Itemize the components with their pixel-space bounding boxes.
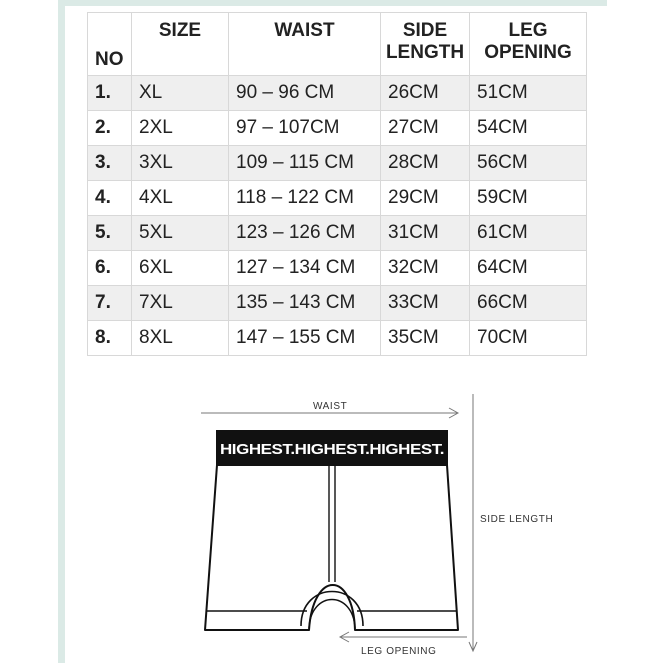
row-side-length: 28CM: [381, 146, 470, 181]
row-side-length: 35CM: [381, 321, 470, 356]
row-leg-opening: 66CM: [470, 286, 587, 321]
leg-opening-label: LEG OPENING: [361, 646, 437, 657]
header-leg-opening: [470, 13, 587, 76]
row-size: 6XL: [132, 251, 229, 286]
row-side-length: 29CM: [381, 181, 470, 216]
row-number: 7.: [88, 286, 132, 321]
row-size: 5XL: [132, 216, 229, 251]
row-number: 8.: [88, 321, 132, 356]
page-border-left: [58, 0, 65, 663]
header-side-line1: SIDE: [402, 20, 448, 41]
header-leg-line2: OPENING: [484, 42, 572, 63]
table-row: [88, 321, 587, 356]
row-waist: 118 – 122 CM: [229, 181, 381, 216]
table-row: [88, 251, 587, 286]
waistband-brand-text: HIGHEST.HIGHEST.HIGHEST.: [220, 441, 445, 458]
row-leg-opening: 64CM: [470, 251, 587, 286]
row-waist: 127 – 134 CM: [229, 251, 381, 286]
row-size: 7XL: [132, 286, 229, 321]
table-row: [88, 76, 587, 111]
row-leg-opening: 59CM: [470, 181, 587, 216]
side-length-label: SIDE LENGTH: [480, 514, 554, 525]
row-side-length: 26CM: [381, 76, 470, 111]
row-leg-opening: 61CM: [470, 216, 587, 251]
row-leg-opening: 70CM: [470, 321, 587, 356]
row-waist: 97 – 107CM: [229, 111, 381, 146]
row-number: 1.: [88, 76, 132, 111]
header-leg-line1: LEG: [508, 20, 548, 41]
table-row: [88, 146, 587, 181]
row-side-length: 27CM: [381, 111, 470, 146]
boxer-measurement-diagram: [195, 392, 575, 660]
header-no: NO: [88, 13, 132, 76]
row-waist: 123 – 126 CM: [229, 216, 381, 251]
row-number: 2.: [88, 111, 132, 146]
row-leg-opening: 56CM: [470, 146, 587, 181]
row-side-length: 32CM: [381, 251, 470, 286]
row-side-length: 31CM: [381, 216, 470, 251]
table-row: [88, 181, 587, 216]
header-side-line2: LENGTH: [385, 42, 465, 63]
row-waist: 135 – 143 CM: [229, 286, 381, 321]
row-number: 5.: [88, 216, 132, 251]
row-size: XL: [132, 76, 229, 111]
size-chart-table: [87, 12, 587, 356]
page-border-top: [62, 0, 607, 6]
boxer-body-outline: [205, 465, 458, 630]
header-side-length: [381, 13, 470, 76]
boxer-diagram-svg: [195, 392, 575, 660]
table-row: [88, 216, 587, 251]
header-size: SIZE: [132, 13, 229, 76]
row-side-length: 33CM: [381, 286, 470, 321]
waist-label: WAIST: [313, 401, 348, 412]
row-size: 4XL: [132, 181, 229, 216]
row-leg-opening: 51CM: [470, 76, 587, 111]
row-waist: 147 – 155 CM: [229, 321, 381, 356]
row-number: 6.: [88, 251, 132, 286]
row-number: 3.: [88, 146, 132, 181]
row-size: 2XL: [132, 111, 229, 146]
row-number: 4.: [88, 181, 132, 216]
row-waist: 109 – 115 CM: [229, 146, 381, 181]
table-row: [88, 286, 587, 321]
row-waist: 90 – 96 CM: [229, 76, 381, 111]
row-size: 8XL: [132, 321, 229, 356]
row-leg-opening: 54CM: [470, 111, 587, 146]
header-waist: WAIST: [229, 13, 381, 76]
crotch-pouch-inner: [309, 600, 355, 629]
table-row: [88, 111, 587, 146]
header-row: [88, 13, 587, 76]
row-size: 3XL: [132, 146, 229, 181]
